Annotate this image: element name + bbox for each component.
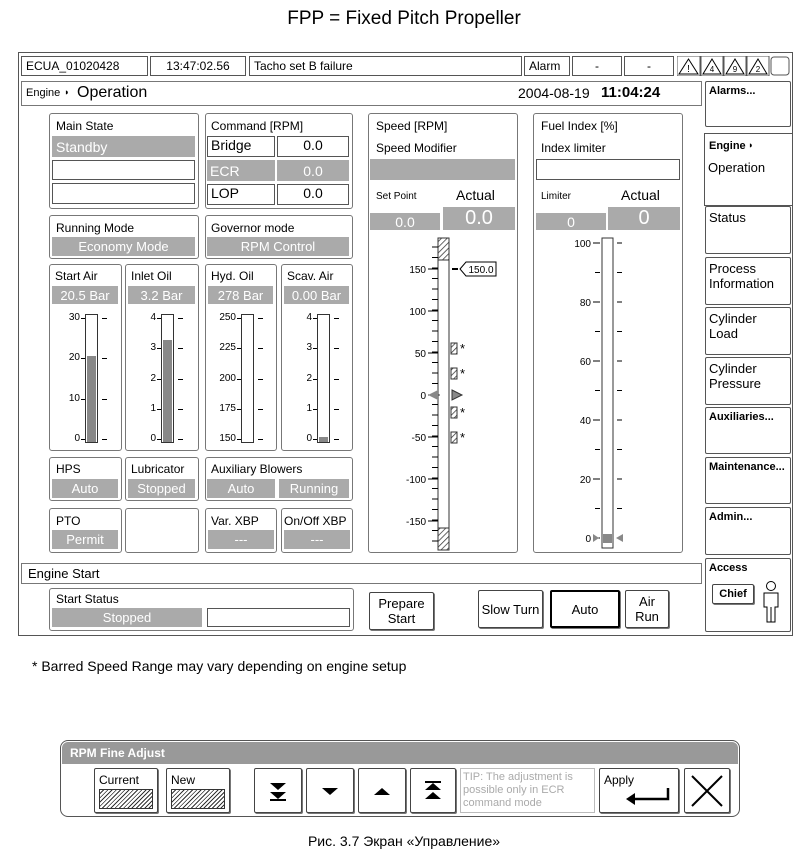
gauge-tick-label: 0 bbox=[74, 433, 80, 444]
fuel-tick-label: 0 bbox=[585, 534, 591, 545]
gauge-tick-mark bbox=[313, 318, 317, 319]
gauge-tick-mark bbox=[81, 358, 85, 359]
alarm-field-1: - bbox=[572, 56, 622, 76]
speed-tick-label: 100 bbox=[409, 307, 426, 318]
chief-button[interactable]: Chief bbox=[712, 584, 754, 604]
page-title: Operation bbox=[77, 84, 148, 101]
gauge-tick-mark bbox=[237, 379, 241, 380]
gauge-track bbox=[241, 314, 254, 443]
barred-range-mark bbox=[451, 343, 457, 354]
speed-modifier-value bbox=[370, 159, 515, 180]
gauge-tick-label: 0 bbox=[150, 433, 156, 444]
air-run-button[interactable] bbox=[625, 590, 669, 628]
sidebar-admin[interactable]: Admin... bbox=[705, 507, 791, 555]
sidebar-alarms[interactable]: Alarms... bbox=[705, 81, 791, 127]
aux-blowers-title: Auxiliary Blowers bbox=[211, 462, 303, 476]
header-engine: Engine bbox=[26, 87, 61, 99]
alarm-ack-icon bbox=[771, 57, 789, 75]
gauge-tick-mark bbox=[237, 348, 241, 349]
fuel-actual-label: Actual bbox=[621, 187, 660, 203]
start-status-value: Stopped bbox=[52, 608, 202, 627]
prepare-start-label-1: Prepare bbox=[378, 596, 425, 611]
gauge-tick-mark bbox=[334, 318, 339, 319]
speed-tick-label: 0 bbox=[420, 391, 426, 402]
fuel-tick-label: 20 bbox=[579, 475, 591, 486]
main-state-empty-2 bbox=[52, 183, 195, 204]
var-xbp-value: --- bbox=[208, 530, 274, 549]
onoff-xbp-value: --- bbox=[284, 530, 350, 549]
sidebar-process-line2: Information bbox=[709, 276, 775, 291]
sidebar-status[interactable]: Status bbox=[705, 206, 791, 254]
fuel-limiter-label: Limiter bbox=[541, 191, 572, 202]
running-mode-title: Running Mode bbox=[56, 221, 135, 235]
enter-arrow-icon bbox=[624, 787, 674, 805]
header-date: 2004-08-19 bbox=[518, 85, 590, 101]
gauge-tick-mark bbox=[102, 318, 107, 319]
gauge-tick-mark bbox=[178, 379, 183, 380]
gauge-tick-mark bbox=[178, 348, 183, 349]
gauge-tick-mark bbox=[157, 379, 161, 380]
running-mode-value: Economy Mode bbox=[52, 237, 195, 256]
fuel-track bbox=[602, 238, 613, 548]
sidebar-cylinder-pressure[interactable] bbox=[705, 357, 791, 405]
speed-scale bbox=[368, 232, 518, 552]
gauge-title: Scav. Air bbox=[287, 269, 334, 283]
top-caption: FPP = Fixed Pitch Propeller bbox=[287, 8, 521, 29]
close-button[interactable] bbox=[684, 768, 730, 813]
warning-icon bbox=[677, 56, 700, 76]
alarm-label[interactable]: Alarm bbox=[524, 56, 570, 76]
main-state-empty-1 bbox=[52, 160, 195, 180]
barred-range-mark bbox=[451, 407, 457, 418]
gauge-tick-mark bbox=[237, 439, 241, 440]
speed-hatch-bottom bbox=[438, 528, 449, 550]
gauge-tick-label: 2 bbox=[306, 372, 312, 384]
gauge-tick-mark bbox=[157, 439, 161, 440]
alarm-count-3: 2 bbox=[755, 65, 761, 74]
gauge-tick-label: 0 bbox=[306, 433, 312, 444]
close-icon bbox=[689, 773, 725, 809]
gauge-value: 0.00 Bar bbox=[284, 286, 349, 304]
double-arrow-down-icon bbox=[267, 780, 289, 802]
apply-label: Apply bbox=[604, 773, 635, 787]
air-run-label-2: Run bbox=[635, 609, 659, 624]
svg-text:!: ! bbox=[687, 64, 690, 75]
gauge-tick-mark bbox=[178, 318, 183, 319]
sidebar-process-info[interactable] bbox=[705, 257, 791, 305]
air-run-label-1: Air bbox=[639, 594, 655, 609]
fuel-tick-label: 60 bbox=[579, 357, 591, 368]
status-time: 13:47:02.56 bbox=[150, 56, 246, 76]
lubricator-title: Lubricator bbox=[131, 462, 185, 476]
gauge-tick-label: 4 bbox=[306, 312, 312, 323]
gauge-tick-label: 200 bbox=[219, 372, 236, 384]
speed-setpoint-value: 0.0 bbox=[370, 213, 440, 230]
fuel-actual-pointer bbox=[616, 534, 623, 542]
gauge-tick-label: 3 bbox=[306, 342, 312, 354]
gauge-tick-label: 175 bbox=[219, 402, 236, 414]
sidebar-operation: Operation bbox=[708, 160, 766, 175]
alarm-count-2: 9 bbox=[732, 65, 738, 74]
gauge-tick-mark bbox=[334, 409, 339, 410]
gauge-tick-label: 225 bbox=[219, 342, 236, 354]
apply-button[interactable] bbox=[599, 768, 679, 813]
gauge-tick-mark bbox=[157, 318, 161, 319]
gauge-fill bbox=[319, 437, 328, 442]
speed-setpoint-pointer bbox=[428, 390, 438, 400]
new-label: New bbox=[171, 773, 196, 787]
fuel-scale bbox=[533, 232, 683, 552]
fuel-limiter-value: 0 bbox=[536, 213, 606, 230]
gauge-tick-label: 150 bbox=[219, 433, 236, 444]
speed-track bbox=[438, 238, 449, 550]
hps-value: Auto bbox=[52, 479, 118, 498]
gauge-tick-mark bbox=[102, 358, 107, 359]
speed-tick-label: -100 bbox=[405, 475, 426, 486]
sidebar-engine: Engine bbox=[709, 140, 746, 152]
barred-asterisk: * bbox=[460, 430, 466, 445]
increase-fast-button[interactable] bbox=[410, 768, 456, 813]
gauge-tick-mark bbox=[81, 399, 85, 400]
speed-tick-label: -150 bbox=[405, 517, 426, 528]
gauge-tick-mark bbox=[334, 348, 339, 349]
gauge-tick-mark bbox=[102, 439, 107, 440]
sidebar-maintenance[interactable]: Maintenance... bbox=[705, 457, 791, 504]
gauge-value: 278 Bar bbox=[208, 286, 273, 304]
gauge-tick-label: 1 bbox=[306, 402, 312, 414]
footnote: * Barred Speed Range may vary depending on engine setup bbox=[32, 658, 407, 674]
sidebar-access: Access bbox=[705, 558, 791, 632]
hps-title: HPS bbox=[56, 462, 81, 476]
gauge-tick-mark bbox=[237, 318, 241, 319]
gauge-value: 20.5 Bar bbox=[52, 286, 118, 304]
gauge-tick-mark bbox=[157, 348, 161, 349]
gauge-tick-mark bbox=[258, 439, 263, 440]
gauge-tick-mark bbox=[178, 439, 183, 440]
auto-button[interactable]: Auto bbox=[550, 590, 620, 628]
command-title: Command [RPM] bbox=[211, 119, 304, 133]
fuel-tick-label: 100 bbox=[574, 239, 591, 250]
gauge-tick-label: 20 bbox=[68, 352, 80, 364]
current-label: Current bbox=[99, 773, 140, 787]
command-ecr-label: ECR bbox=[207, 160, 275, 181]
start-status-title: Start Status bbox=[56, 592, 119, 606]
command-lop-value: 0.0 bbox=[277, 184, 349, 205]
gauge-tick-label: 4 bbox=[150, 312, 156, 323]
fuel-limiter-field bbox=[536, 159, 680, 180]
gauge-tick-label: 1 bbox=[150, 402, 156, 414]
unit-id: ECUA_01020428 bbox=[21, 56, 148, 76]
barred-asterisk: * bbox=[460, 405, 466, 420]
sidebar-process-line1: Process bbox=[709, 261, 756, 276]
fuel-limiter-title: Index limiter bbox=[541, 141, 606, 155]
aux-blowers-mode: Auto bbox=[207, 479, 275, 498]
gauge-track bbox=[317, 314, 330, 443]
var-xbp-title: Var. XBP bbox=[211, 514, 259, 528]
fuel-tick-label: 40 bbox=[579, 416, 591, 427]
governor-mode-value: RPM Control bbox=[207, 237, 349, 256]
gauge-tick-mark bbox=[258, 318, 263, 319]
arrow-up-icon bbox=[371, 780, 393, 802]
engine-start-bar: Engine Start bbox=[21, 563, 702, 584]
barred-range-mark bbox=[451, 368, 457, 379]
pto-value: Permit bbox=[52, 530, 118, 549]
user-icon bbox=[760, 580, 782, 624]
fuel-title: Fuel Index [%] bbox=[541, 119, 618, 133]
command-ecr-value: 0.0 bbox=[277, 160, 349, 181]
gauge-tick-mark bbox=[178, 409, 183, 410]
gauge-tick-mark bbox=[258, 409, 263, 410]
gauge-tick-mark bbox=[81, 439, 85, 440]
gauge-tick-label: 2 bbox=[150, 372, 156, 384]
gauge-tick-label: 10 bbox=[68, 392, 80, 404]
command-bridge-label: Bridge bbox=[207, 136, 275, 157]
decrease-fast-button[interactable] bbox=[254, 768, 302, 813]
gauge-tick-mark bbox=[81, 318, 85, 319]
alarm-count-1: 4 bbox=[709, 65, 715, 74]
prepare-start-button[interactable] bbox=[369, 592, 434, 630]
header-time: 11:04:24 bbox=[601, 84, 661, 101]
fuel-actual-value: 0 bbox=[608, 207, 680, 230]
fine-adjust-title: RPM Fine Adjust bbox=[62, 742, 738, 764]
gauge-tick-label: 3 bbox=[150, 342, 156, 354]
sidebar-engine-arrow-icon: ◗ bbox=[748, 140, 754, 150]
speed-hatch-top bbox=[438, 238, 449, 260]
speed-modifier-title: Speed Modifier bbox=[376, 141, 457, 155]
speed-limit-text: 150.0 bbox=[468, 265, 494, 276]
gauge-fill bbox=[163, 340, 172, 442]
status-message: Tacho set B failure bbox=[249, 56, 522, 76]
decrease-button[interactable] bbox=[306, 768, 354, 813]
barred-range-mark bbox=[451, 432, 457, 443]
gauge-tick-mark bbox=[102, 399, 107, 400]
pto-title: PTO bbox=[56, 514, 81, 528]
command-bridge-value: 0.0 bbox=[277, 136, 349, 157]
speed-title: Speed [RPM] bbox=[376, 119, 448, 133]
current-value-box bbox=[94, 768, 158, 813]
slow-turn-button[interactable]: Slow Turn bbox=[478, 590, 543, 628]
onoff-xbp-title: On/Off XBP bbox=[284, 514, 347, 528]
fuel-level bbox=[603, 534, 612, 543]
gauge-tick-mark bbox=[258, 348, 263, 349]
main-state-value: Standby bbox=[52, 136, 195, 157]
sidebar-cyl-press-line2: Pressure bbox=[709, 376, 762, 391]
gauge-tick-mark bbox=[334, 379, 339, 380]
governor-mode-title: Governor mode bbox=[211, 221, 295, 235]
start-status-field bbox=[207, 608, 350, 627]
gauge-tick-label: 30 bbox=[68, 312, 80, 323]
barred-asterisk: * bbox=[460, 366, 466, 381]
aux-blowers-state: Running bbox=[279, 479, 349, 498]
sidebar-cylinder-load[interactable] bbox=[705, 307, 791, 355]
sidebar-cyl-load-line1: Cylinder bbox=[709, 311, 757, 326]
speed-setpoint-label: Set Point bbox=[376, 191, 417, 202]
gauge-title: Start Air bbox=[55, 269, 98, 283]
main-state-title: Main State bbox=[56, 119, 114, 133]
double-arrow-up-icon bbox=[422, 780, 444, 802]
header-arrow-icon: ◗ bbox=[64, 87, 70, 97]
gauge-tick-mark bbox=[313, 348, 317, 349]
new-value-hatch bbox=[171, 789, 225, 809]
speed-tick-label: -50 bbox=[411, 433, 426, 444]
gauge-fill bbox=[87, 356, 96, 442]
gauge-tick-label: 250 bbox=[219, 312, 236, 323]
alarm-badges[interactable] bbox=[677, 56, 791, 76]
sidebar-cyl-press-line1: Cylinder bbox=[709, 361, 757, 376]
current-value-hatch bbox=[99, 789, 153, 809]
gauge-tick-mark bbox=[258, 379, 263, 380]
alarm-field-2: - bbox=[624, 56, 674, 76]
gauge-title: Inlet Oil bbox=[131, 269, 172, 283]
fuel-tick-label: 80 bbox=[579, 298, 591, 309]
command-lop-label: LOP bbox=[207, 184, 275, 205]
gauge-tick-mark bbox=[313, 409, 317, 410]
fuel-limiter-pointer bbox=[593, 534, 599, 542]
new-value-box bbox=[166, 768, 230, 813]
lubricator-value: Stopped bbox=[128, 479, 195, 498]
gauge-tick-mark bbox=[313, 439, 317, 440]
speed-actual-value: 0.0 bbox=[443, 207, 515, 230]
arrow-down-icon bbox=[319, 780, 341, 802]
gauge-tick-mark bbox=[157, 409, 161, 410]
gauge-tick-mark bbox=[313, 379, 317, 380]
speed-tick-label: 150 bbox=[409, 265, 426, 276]
gauge-value: 3.2 Bar bbox=[128, 286, 195, 304]
prepare-start-label-2: Start bbox=[387, 611, 416, 626]
gauge-title: Hyd. Oil bbox=[211, 269, 254, 283]
empty-panel bbox=[125, 508, 199, 553]
barred-asterisk: * bbox=[460, 341, 466, 356]
speed-actual-label: Actual bbox=[456, 187, 495, 203]
bottom-caption: Рис. 3.7 Экран «Управление» bbox=[307, 833, 501, 849]
sidebar-cyl-load-line2: Load bbox=[709, 326, 738, 341]
tip-text: TIP: The adjustment is possible only in ECR command mode bbox=[460, 768, 595, 813]
speed-tick-label: 50 bbox=[414, 349, 426, 360]
sidebar-auxiliaries[interactable]: Auxiliaries... bbox=[705, 407, 791, 454]
gauge-tick-mark bbox=[334, 439, 339, 440]
gauge-tick-mark bbox=[237, 409, 241, 410]
increase-button[interactable] bbox=[358, 768, 406, 813]
